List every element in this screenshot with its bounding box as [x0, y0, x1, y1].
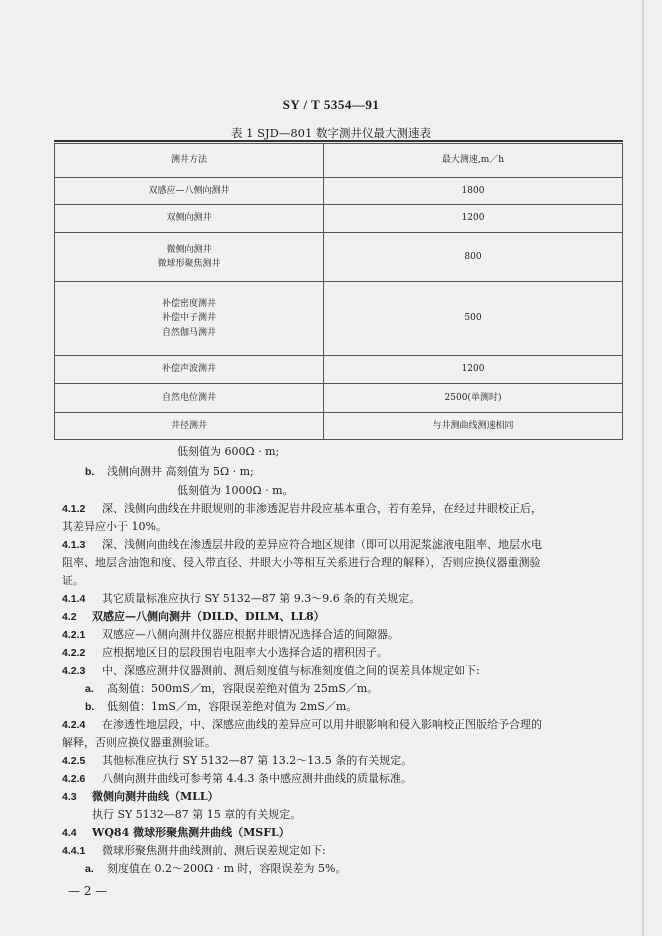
method-cell: 补偿密度测井 补偿中子测井 自然伽马测井 — [55, 282, 324, 356]
clause-number: 4.1.2 — [62, 503, 86, 515]
clause-number: 4.1.3 — [62, 539, 86, 551]
clause-number: 4.2.2 — [62, 647, 86, 659]
item-label: a. — [85, 683, 94, 695]
speed-cell: 500 — [324, 282, 623, 356]
table-top-rule — [54, 140, 623, 142]
clause-4-2-6: 4.2.6 八侧向测井曲线可参考第 4.4.3 条中感应测井曲线的质量标准。 — [62, 772, 412, 785]
speed-table — [54, 143, 623, 440]
list-item: a. 高刻值：500mS／m，容限误差绝对值为 25mS／m。 — [85, 682, 379, 695]
text-line: 其差异应小于 10%。 — [62, 520, 167, 533]
clause-4-2-2: 4.2.2 应根据地区目的层段围岩电阻率大小选择合适的褶积因子。 — [62, 646, 388, 659]
list-item: b. 浅侧向测井 高刻值为 5Ω · m; — [85, 465, 254, 478]
text-line: 低刻值为 1000Ω · m。 — [177, 484, 294, 497]
speed-cell: 与井测曲线测速相同 — [324, 413, 623, 440]
table-row — [55, 205, 623, 233]
table-row — [55, 384, 623, 413]
header-speed: 最大测速,m／h — [324, 144, 623, 178]
table-row — [55, 282, 623, 356]
method-cell: 补偿声波测井 — [55, 356, 324, 384]
clause-number: 4.2.1 — [62, 629, 86, 641]
item-label: b. — [85, 466, 95, 478]
speed-cell: 1200 — [324, 356, 623, 384]
clause-4-2-5: 4.2.5 其他标准应执行 SY 5132—87 第 13.2～13.5 条的有关规定。 — [62, 754, 413, 767]
clause-4-4-1: 4.4.1 微球形聚焦测井曲线测前、测后误差规定如下: — [62, 844, 326, 857]
clause-4-1-4: 4.1.4 其它质量标准应执行 SY 5132—87 第 9.3～9.6 条的有关规定。 — [62, 592, 421, 605]
text-line: 低刻值为 600Ω · m; — [177, 445, 280, 458]
list-item: a. 刻度值在 0.2～200Ω · m 时，容限误差为 5%。 — [85, 862, 347, 875]
item-label: a. — [85, 863, 94, 875]
text-line: 解释，否则应换仪器重测验证。 — [62, 736, 216, 749]
section-heading-4-4: 4.4 WQ84 微球形聚焦测井曲线（MSFL） — [62, 826, 290, 839]
clause-number: 4.2.3 — [62, 665, 86, 677]
speed-cell: 1200 — [324, 205, 623, 233]
method-cell: 井径测井 — [55, 413, 324, 440]
clause-number: 4.2.4 — [62, 719, 86, 731]
method-cell: 微侧向测井 微球形聚焦测井 — [55, 233, 324, 282]
clause-4-2-3: 4.2.3 中、深感应测井仪器测前、测后刻度值与标准刻度值之间的误差具体规定如下: — [62, 664, 480, 677]
clause-number: 4.1.4 — [62, 593, 86, 605]
clause-number: 4.4.1 — [62, 845, 86, 857]
text-line: 阻率、地层含油饱和度、侵入带直径、井眼大小等相互关系进行合理的解释），否则应换仪器重测验 — [62, 556, 541, 569]
clause-number: 4.3 — [62, 791, 77, 803]
clause-4-2-1: 4.2.1 双感应—八侧向测井仪器应根据井眼情况选择合适的间隙器。 — [62, 628, 399, 641]
method-cell: 双侧向测井 — [55, 205, 324, 233]
page-number: — 2 — — [68, 884, 108, 898]
table-header-row — [55, 144, 623, 178]
table-row — [55, 178, 623, 205]
method-cell: 自然电位测井 — [55, 384, 324, 413]
list-item: b. 低刻值：1mS／m，容限误差绝对值为 2mS／m。 — [85, 700, 358, 713]
clause-number: 4.2 — [62, 611, 77, 623]
text-line: 执行 SY 5132—87 第 15 章的有关规定。 — [92, 808, 302, 821]
text-line: 证。 — [62, 574, 84, 587]
method-cell: 双感应—八侧向测井 — [55, 178, 324, 205]
table-row — [55, 233, 623, 282]
clause-4-2-4: 4.2.4 在渗透性地层段，中、深感应曲线的差异应可以用井眼影响和侵入影响校正图版给予合理的 — [62, 718, 542, 731]
section-heading-4-3: 4.3 微侧向测井曲线（MLL） — [62, 790, 219, 803]
speed-cell: 1800 — [324, 178, 623, 205]
clause-4-1-3: 4.1.3 深、浅侧向曲线在渗透层井段的差异应符合地区规律（即可以用泥浆滤液电阻率、地层水电 — [62, 538, 542, 551]
speed-cell: 2500(单测时) — [324, 384, 623, 413]
item-label: b. — [85, 701, 95, 713]
table-row — [55, 413, 623, 440]
speed-cell: 800 — [324, 233, 623, 282]
table-row — [55, 356, 623, 384]
clause-number: 4.2.5 — [62, 755, 86, 767]
section-heading-4-2: 4.2 双感应—八侧向测井（DILD、DILM、LL8） — [62, 610, 325, 623]
table-caption: 表 1 SJD—801 数字测井仪最大测速表 — [231, 126, 431, 140]
clause-4-1-2: 4.1.2 深、浅侧向曲线在井眼规则的非渗透泥岩井段应基本重合，若有差异，在经过井眼校正后， — [62, 502, 542, 515]
clause-number: 4.4 — [62, 827, 77, 839]
clause-number: 4.2.6 — [62, 773, 86, 785]
page-header: SY / T 5354—91 — [282, 97, 380, 112]
header-method: 测井方法 — [55, 144, 324, 178]
